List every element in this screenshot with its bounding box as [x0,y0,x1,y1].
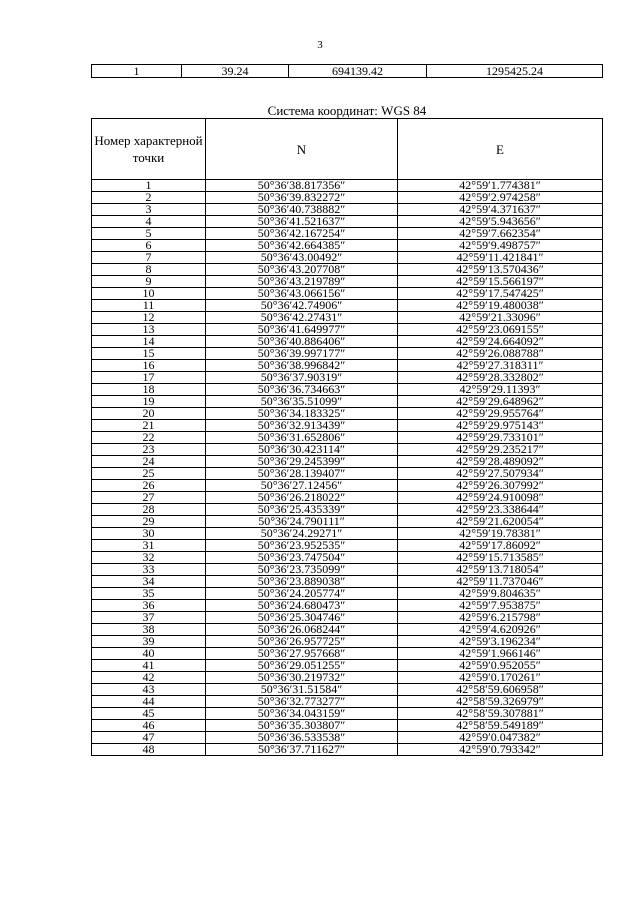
cell-n: 50°36′23.952535″ [206,540,398,552]
table-row [92,336,603,348]
cell-point-number: 21 [92,420,206,432]
cell-e: 42°59′0.952055″ [398,660,603,672]
cell-point-number: 5 [92,228,206,240]
cell-point-number: 23 [92,444,206,456]
cell-n: 50°36′39.832272″ [206,192,398,204]
cell-n: 50°36′36.734663″ [206,384,398,396]
cell-e: 42°59′1.774381″ [398,180,603,192]
table-row [92,720,603,732]
table-row [92,192,603,204]
cell-n: 50°36′25.304746″ [206,612,398,624]
prev-cell-number: 1 [92,65,182,78]
cell-e: 42°59′4.620926″ [398,624,603,636]
cell-n: 50°36′43.00492″ [206,252,398,264]
cell-point-number: 14 [92,336,206,348]
cell-point-number: 46 [92,720,206,732]
cell-n: 50°36′37.90319″ [206,372,398,384]
cell-e: 42°59′17.547425″ [398,288,603,300]
table-row [92,372,603,384]
cell-point-number: 47 [92,732,206,744]
table-row [92,564,603,576]
cell-e: 42°59′23.069155″ [398,324,603,336]
prev-cell-value: 39.24 [182,65,289,78]
table-row [92,624,603,636]
table-row [92,744,603,756]
cell-point-number: 22 [92,432,206,444]
header-n: N [206,119,398,180]
table-row [92,696,603,708]
cell-point-number: 36 [92,600,206,612]
cell-n: 50°36′27.957668″ [206,648,398,660]
table-row [92,396,603,408]
table-row [92,708,603,720]
table-row [92,216,603,228]
cell-e: 42°59′4.371637″ [398,204,603,216]
cell-n: 50°36′38.996842″ [206,360,398,372]
cell-point-number: 26 [92,480,206,492]
cell-n: 50°36′37.711627″ [206,744,398,756]
table-row [92,552,603,564]
table-row [92,432,603,444]
cell-e: 42°59′21.620054″ [398,516,603,528]
table-row [92,288,603,300]
cell-n: 50°36′41.521637″ [206,216,398,228]
table-row [92,65,603,78]
cell-e: 42°59′15.566197″ [398,276,603,288]
cell-e: 42°59′29.955764″ [398,408,603,420]
cell-n: 50°36′32.773277″ [206,696,398,708]
cell-point-number: 10 [92,288,206,300]
cell-n: 50°36′30.219732″ [206,672,398,684]
cell-n: 50°36′29.245399″ [206,456,398,468]
cell-e: 42°59′6.215798″ [398,612,603,624]
cell-n: 50°36′35.51099″ [206,396,398,408]
cell-point-number: 35 [92,588,206,600]
cell-e: 42°59′29.648962″ [398,396,603,408]
table-row [92,420,603,432]
cell-point-number: 29 [92,516,206,528]
cell-n: 50°36′24.680473″ [206,600,398,612]
cell-n: 50°36′26.218022″ [206,492,398,504]
cell-n: 50°36′27.12456″ [206,480,398,492]
cell-e: 42°59′0.170261″ [398,672,603,684]
cell-n: 50°36′43.207708″ [206,264,398,276]
cell-e: 42°59′0.047382″ [398,732,603,744]
cell-point-number: 12 [92,312,206,324]
cell-e: 42°59′11.737046″ [398,576,603,588]
table-row [92,324,603,336]
cell-point-number: 24 [92,456,206,468]
cell-e: 42°59′28.332802″ [398,372,603,384]
cell-point-number: 18 [92,384,206,396]
prev-cell-x: 694139.42 [289,65,427,78]
cell-e: 42°59′23.338644″ [398,504,603,516]
table-row [92,252,603,264]
previous-table-tail [91,64,603,78]
cell-e: 42°58′59.549189″ [398,720,603,732]
cell-point-number: 25 [92,468,206,480]
table-row [92,228,603,240]
table-row [92,504,603,516]
cell-n: 50°36′41.649977″ [206,324,398,336]
cell-n: 50°36′30.423114″ [206,444,398,456]
prev-cell-y: 1295425.24 [427,65,603,78]
cell-n: 50°36′24.29271″ [206,528,398,540]
table-row [92,204,603,216]
cell-point-number: 20 [92,408,206,420]
cell-point-number: 34 [92,576,206,588]
cell-n: 50°36′42.167254″ [206,228,398,240]
cell-point-number: 13 [92,324,206,336]
cell-n: 50°36′23.889038″ [206,576,398,588]
cell-point-number: 48 [92,744,206,756]
cell-e: 42°59′29.11393″ [398,384,603,396]
cell-point-number: 31 [92,540,206,552]
cell-point-number: 15 [92,348,206,360]
cell-e: 42°59′26.307992″ [398,480,603,492]
table-row [92,492,603,504]
cell-point-number: 3 [92,204,206,216]
cell-point-number: 39 [92,636,206,648]
cell-point-number: 32 [92,552,206,564]
cell-n: 50°36′31.652806″ [206,432,398,444]
cell-e: 42°59′2.974258″ [398,192,603,204]
cell-e: 42°59′26.088788″ [398,348,603,360]
cell-e: 42°59′9.804635″ [398,588,603,600]
table-row [92,240,603,252]
cell-e: 42°59′21.33096″ [398,312,603,324]
table-row [92,180,603,192]
table-row [92,576,603,588]
cell-e: 42°59′15.713585″ [398,552,603,564]
table-row [92,588,603,600]
cell-point-number: 44 [92,696,206,708]
cell-n: 50°36′32.913439″ [206,420,398,432]
table-row [92,468,603,480]
table-row [92,384,603,396]
cell-e: 42°58′59.606958″ [398,684,603,696]
cell-point-number: 7 [92,252,206,264]
cell-point-number: 9 [92,276,206,288]
table-row [92,528,603,540]
cell-n: 50°36′39.997177″ [206,348,398,360]
cell-point-number: 4 [92,216,206,228]
cell-e: 42°59′3.196234″ [398,636,603,648]
cell-e: 42°59′19.78381″ [398,528,603,540]
cell-e: 42°58′59.307881″ [398,708,603,720]
cell-e: 42°59′29.733101″ [398,432,603,444]
cell-point-number: 40 [92,648,206,660]
table-row [92,612,603,624]
cell-e: 42°59′19.480038″ [398,300,603,312]
cell-e: 42°59′28.489092″ [398,456,603,468]
cell-point-number: 43 [92,684,206,696]
page-number: 3 [317,39,323,51]
cell-e: 42°59′27.318311″ [398,360,603,372]
cell-point-number: 27 [92,492,206,504]
table-row [92,636,603,648]
cell-point-number: 11 [92,300,206,312]
table-body [92,180,603,756]
cell-e: 42°59′11.421841″ [398,252,603,264]
table-row [92,348,603,360]
cell-point-number: 42 [92,672,206,684]
cell-point-number: 17 [92,372,206,384]
cell-point-number: 30 [92,528,206,540]
cell-e: 42°59′29.975143″ [398,420,603,432]
cell-point-number: 41 [92,660,206,672]
table-row [92,444,603,456]
cell-n: 50°36′38.817356″ [206,180,398,192]
table-row [92,732,603,744]
table-row [92,264,603,276]
cell-n: 50°36′26.068244″ [206,624,398,636]
cell-n: 50°36′43.066156″ [206,288,398,300]
table-row [92,648,603,660]
table-row [92,516,603,528]
cell-n: 50°36′43.219789″ [206,276,398,288]
cell-n: 50°36′40.886406″ [206,336,398,348]
table-row [92,300,603,312]
cell-n: 50°36′29.051255″ [206,660,398,672]
cell-point-number: 19 [92,396,206,408]
table-row [92,600,603,612]
cell-n: 50°36′42.27431″ [206,312,398,324]
cell-e: 42°59′13.718054″ [398,564,603,576]
cell-e: 42°59′24.664092″ [398,336,603,348]
cell-e: 42°59′5.943656″ [398,216,603,228]
coordinates-table [91,118,603,756]
table-row [92,660,603,672]
header-e: E [398,119,603,180]
cell-e: 42°59′7.662354″ [398,228,603,240]
cell-e: 42°59′9.498757″ [398,240,603,252]
cell-n: 50°36′26.957725″ [206,636,398,648]
cell-e: 42°59′27.507934″ [398,468,603,480]
cell-e: 42°59′13.570436″ [398,264,603,276]
table-row [92,540,603,552]
table-row [92,312,603,324]
cell-n: 50°36′36.533538″ [206,732,398,744]
cell-n: 50°36′34.183325″ [206,408,398,420]
cell-n: 50°36′42.664385″ [206,240,398,252]
cell-n: 50°36′25.435339″ [206,504,398,516]
cell-point-number: 6 [92,240,206,252]
cell-point-number: 33 [92,564,206,576]
cell-point-number: 8 [92,264,206,276]
cell-n: 50°36′24.790111″ [206,516,398,528]
cell-n: 50°36′24.205774″ [206,588,398,600]
cell-n: 50°36′31.51584″ [206,684,398,696]
cell-point-number: 28 [92,504,206,516]
cell-point-number: 38 [92,624,206,636]
cell-n: 50°36′35.303807″ [206,720,398,732]
table-row [92,456,603,468]
cell-e: 42°59′0.793342″ [398,744,603,756]
cell-e: 42°59′17.86092″ [398,540,603,552]
cell-n: 50°36′42.74906″ [206,300,398,312]
table-row [92,408,603,420]
cell-n: 50°36′23.735099″ [206,564,398,576]
cell-point-number: 2 [92,192,206,204]
cell-n: 50°36′28.139407″ [206,468,398,480]
cell-e: 42°59′7.953875″ [398,600,603,612]
cell-n: 50°36′40.738882″ [206,204,398,216]
cell-e: 42°59′24.910098″ [398,492,603,504]
cell-point-number: 45 [92,708,206,720]
cell-n: 50°36′23.747504″ [206,552,398,564]
cell-point-number: 37 [92,612,206,624]
cell-e: 42°58′59.326979″ [398,696,603,708]
cell-e: 42°59′29.235217″ [398,444,603,456]
cell-n: 50°36′34.043159″ [206,708,398,720]
cell-point-number: 16 [92,360,206,372]
table-row [92,684,603,696]
header-point-number: Номер характерной точки [92,119,206,180]
coordinate-system-title: Система координат: WGS 84 [267,103,427,118]
table-row [92,276,603,288]
table-header-row [92,119,603,180]
table-row [92,672,603,684]
table-row [92,360,603,372]
cell-point-number: 1 [92,180,206,192]
cell-e: 42°59′1.966146″ [398,648,603,660]
table-row [92,480,603,492]
